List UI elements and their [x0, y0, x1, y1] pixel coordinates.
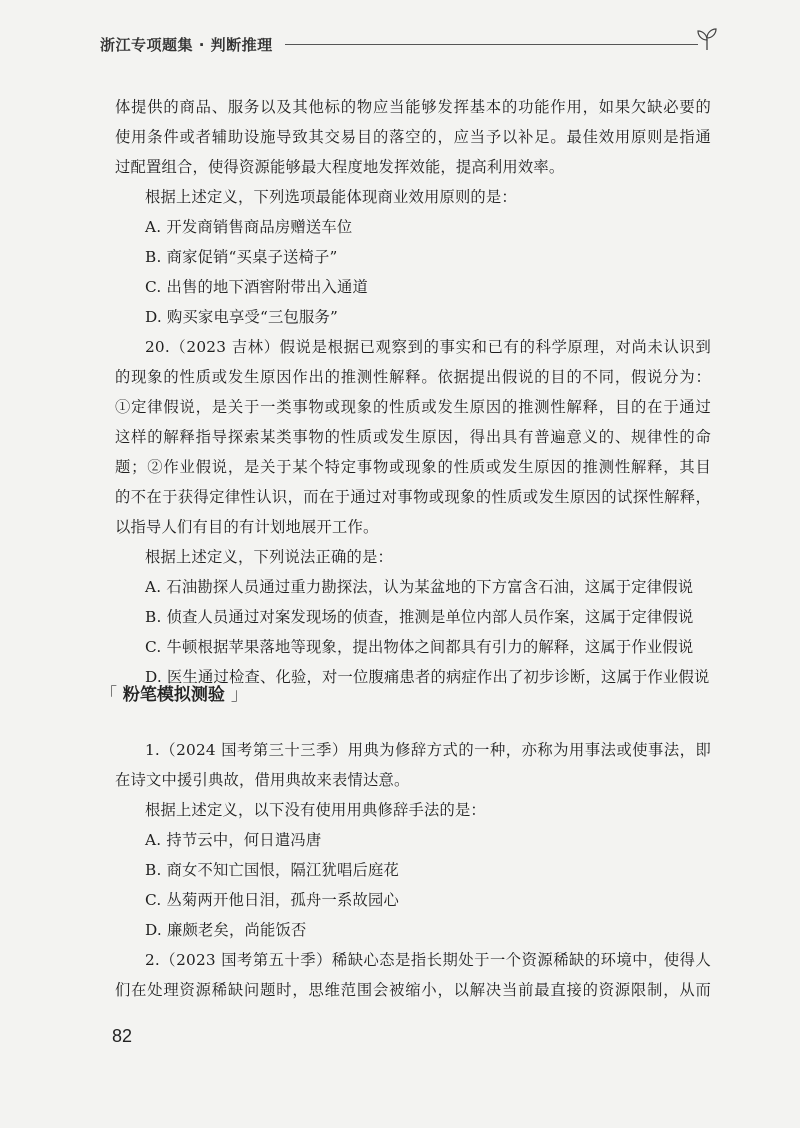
q1-stem-line: 在诗文中援引典故，借用典故来表情达意。: [115, 771, 410, 789]
q19-option-b: B. 商家促销“买桌子送椅子”: [145, 248, 338, 266]
header-rule: [285, 44, 698, 45]
section-heading: [100, 680, 248, 710]
q1-prompt: 根据上述定义，以下没有使用用典修辞手法的是：: [145, 801, 486, 819]
q20-stem-line: 的不在于获得定律性认识，而在于通过对事物或现象的性质或发生原因的试探性解释，: [115, 488, 711, 506]
open-bracket: 「: [100, 685, 117, 705]
q20-stem-line: 20.（2023 吉林）假说是根据已观察到的事实和已有的科学原理，对尚未认识到: [145, 338, 711, 356]
q1-option-a: A. 持节云中，何日遣冯唐: [145, 831, 322, 849]
running-header: [100, 32, 720, 56]
q19-option-c: C. 出售的地下酒窖附带出入通道: [145, 278, 368, 296]
q1-stem-line: 1.（2024 国考第三十三季）用典为修辞方式的一种，亦称为用事法或使事法，即: [145, 741, 711, 759]
q19-prompt: 根据上述定义，下列选项最能体现商业效用原则的是：: [145, 188, 517, 206]
q20-stem-line: ①定律假说，是关于一类事物或现象的性质或发生原因的推测性解释，目的在于通过: [115, 398, 711, 416]
q20-option-b: B. 侦查人员通过对案发现场的侦查，推测是单位内部人员作案，这属于定律假说: [145, 608, 694, 626]
q20-option-c: C. 牛顿根据苹果落地等现象，提出物体之间都具有引力的解释，这属于作业假说: [145, 638, 694, 656]
q20-stem-line: 以指导人们有目的有计划地展开工作。: [115, 518, 379, 536]
q1-option-c: C. 丛菊两开他日泪，孤舟一系故园心: [145, 891, 399, 909]
section-title: 粉笔模拟测验: [122, 685, 225, 705]
intro-line: 体提供的商品、服务以及其他标的物应当能够发挥基本的功能作用，如果欠缺必要的: [115, 98, 711, 116]
intro-line: 使用条件或者辅助设施导致其交易目的落空的，应当予以补足。最佳效用原则是指通: [115, 128, 711, 146]
page-number: 82: [112, 1026, 133, 1046]
q20-option-a: A. 石油勘探人员通过重力勘探法，认为某盆地的下方富含石油，这属于定律假说: [145, 578, 694, 596]
q2-stem-line: 们在处理资源稀缺问题时，思维范围会被缩小，以解决当前最直接的资源限制，从而: [115, 981, 711, 999]
q20-stem-line: 这样的解释指导探索某类事物的性质或发生原因，得出具有普遍意义的、规律性的命: [115, 428, 711, 446]
q2-stem-line: 2.（2023 国考第五十季）稀缺心态是指长期处于一个资源稀缺的环境中，使得人: [145, 951, 711, 969]
sprout-icon: [694, 26, 720, 52]
q20-option-d: D. 医生通过检查、化验，对一位腹痛患者的病症作出了初步诊断，这属于作业假说: [145, 668, 710, 686]
close-bracket: 」: [230, 685, 248, 705]
mock-test-text: [115, 735, 711, 1005]
q19-option-d: D. 购买家电享受“三包服务”: [145, 308, 339, 326]
intro-line: 过配置组合，使得资源能够最大程度地发挥效能，提高利用效率。: [115, 158, 565, 176]
q19-option-a: A. 开发商销售商品房赠送车位: [145, 218, 353, 236]
book-title: 浙江专项题集 · 判断推理: [100, 36, 273, 54]
q1-option-d: D. 廉颇老矣，尚能饭否: [145, 921, 307, 939]
q20-stem-line: 的现象的性质或发生原因作出的推测性解释。依据提出假说的目的不同，假说分为：: [115, 368, 711, 386]
q1-option-b: B. 商女不知亡国恨，隔江犹唱后庭花: [145, 861, 400, 879]
main-text: [115, 92, 711, 692]
q20-prompt: 根据上述定义，下列说法正确的是：: [145, 548, 393, 566]
q20-stem-line: 题；②作业假说，是关于某个特定事物或现象的性质或发生原因的推测性解释，其目: [115, 458, 711, 476]
